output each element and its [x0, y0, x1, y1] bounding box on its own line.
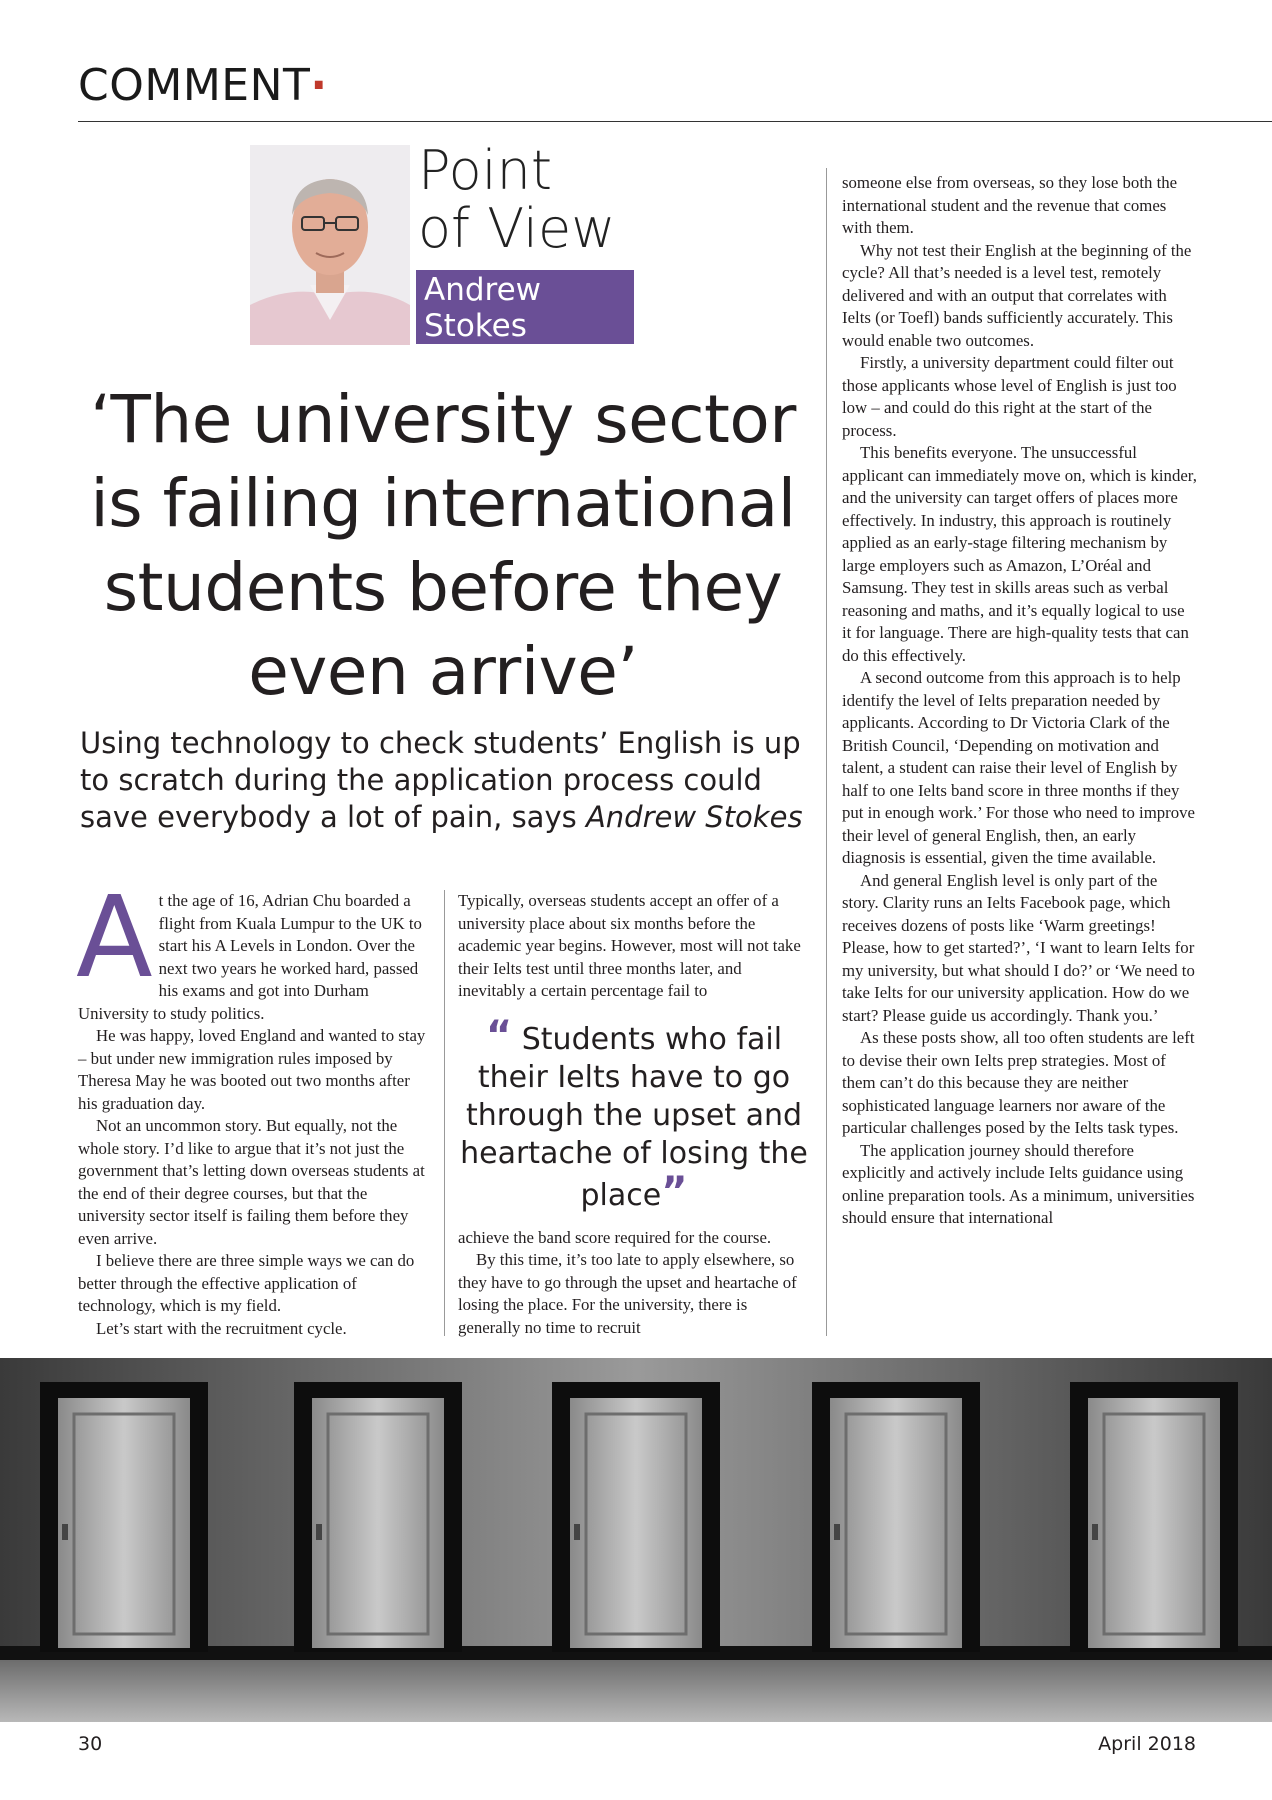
body-paragraph: Let’s start with the recruitment cycle. — [96, 1318, 347, 1338]
body-paragraph: Firstly, a university department could filter out those applicants whose level of English is just too low – and could do this right at the start of the process. — [842, 353, 1177, 440]
paragraph-text: t the age of 16, Adrian Chu boarded a flight from Kuala Lumpur to the UK to start his A Levels in London. Over the next two years he worked hard, passed his exams and got into Durham University to study politics. — [78, 891, 422, 1023]
column-heading-line2: of View — [418, 197, 616, 260]
body-paragraph — [76, 873, 430, 1025]
section-label: COMMENT — [78, 60, 311, 111]
column-divider — [444, 890, 445, 1336]
column-heading — [418, 139, 616, 260]
close-quote-icon: ” — [661, 1168, 688, 1215]
body-paragraph: Typically, overseas students accept an offer of a university place about six months before the academic year begins. However, most will not take their Ielts test until three months later, and inevitably a certain percentage fail to — [458, 891, 801, 1000]
body-paragraph: The application journey should therefore explicitly and actively include Ielts guidance using online preparation tools. As a minimum, universities should ensure that international — [842, 1140, 1195, 1227]
pull-quote-text: Students who fail their Ielts have to go through the upset and heartache of losing the place — [460, 1021, 808, 1213]
body-paragraph: This benefits everyone. The unsuccessful applicant can immediately move on, which is kinder, and the university can target offers of places more effectively. In industry, this approach is routinely applied as an early-stage filtering mechanism by large employers such as Amazon, L’Oréal and Samsung. They test in skills areas such as verbal reasoning and maths, and it’s equally logical to use it for language. There are high-quality tests that can do this effectively. — [842, 443, 1197, 665]
body-paragraph: As these posts show, all too often students are left to devise their own Ielts prep strategies. Most of them can’t do this because they are neither sophisticated language learners nor aware of the particular challenges posed by the Ielts task types. — [842, 1028, 1195, 1137]
author-name-tag — [416, 270, 634, 344]
pull-quote — [458, 1012, 810, 1215]
body-paragraph: By this time, it’s too late to apply elsewhere, so they have to go through the upset and heartache of losing the place. For the university, there is generally no time to recruit — [458, 1250, 797, 1337]
door-graphic — [812, 1382, 980, 1652]
door-graphic — [1070, 1382, 1238, 1652]
body-paragraph: achieve the band score required for the course. — [458, 1227, 772, 1247]
author-first-name: Andrew — [424, 272, 542, 308]
body-paragraph: A second outcome from this approach is to help identify the level of Ielts preparation needed by applicants. According to Dr Victoria Clark of the British Council, ‘Depending on motivation and talent, a student can raise their level of English by half to one Ielts band score in three months if they put in enough work.’ For those who need to improve their level of general English, then, an early diagnosis is essential, given the time available. — [842, 668, 1195, 867]
body-paragraph: Why not test their English at the beginning of the cycle? All that’s needed is a level test, remotely delivered and with an output that correlates with Ielts (or Toefl) bands sufficiently accurately. This would enable two outcomes. — [842, 240, 1192, 350]
body-paragraph: I believe there are three simple ways we can do better through the effective application of technology, which is my field. — [78, 1251, 415, 1315]
column-heading-line1: Point — [418, 139, 553, 202]
door-graphic — [294, 1382, 462, 1652]
body-paragraph: He was happy, loved England and wanted to stay – but under new immigration rules imposed by Theresa May he was booted out two months after his graduation day. — [78, 1026, 426, 1113]
author-photo — [250, 145, 410, 345]
issue-date: April 2018 — [1098, 1733, 1196, 1755]
author-last-name: Stokes — [424, 308, 527, 344]
column-divider — [826, 168, 827, 1336]
author-portrait — [250, 145, 410, 345]
body-paragraph: Not an uncommon story. But equally, not the whole story. I’d like to argue that it’s not just the government that’s letting down overseas students at the end of their degree courses, but that the university sector itself is failing them before they even arrive. — [78, 1116, 425, 1248]
headline: ‘The university sector is failing international students before they even arrive’ — [90, 381, 796, 710]
section-dot: · — [310, 60, 328, 111]
doors-photo — [0, 1358, 1272, 1722]
body-column-1 — [76, 873, 430, 1340]
drop-cap: A — [76, 873, 153, 1003]
door-graphic — [40, 1382, 208, 1652]
body-paragraph: someone else from overseas, so they lose both the international student and the revenue that comes with them. — [842, 173, 1178, 237]
body-paragraph: And general English level is only part of the story. Clarity runs an Ielts Facebook page, which receives dozens of posts like ‘Warm greetings! Please, how to get started?’, ‘I want to learn Ielts for my university, but what should I do?’ or ‘We need to take Ielts for our university application. How do we start? Please guide us accordingly. Thank you.’ — [842, 870, 1195, 1025]
standfirst-byline: Andrew Stokes — [585, 800, 803, 834]
body-column-2 — [458, 890, 810, 1339]
section-heading — [78, 60, 328, 111]
page-number: 30 — [78, 1733, 103, 1755]
body-column-3 — [842, 172, 1198, 1230]
header-rule — [78, 121, 1272, 122]
door-graphic — [552, 1382, 720, 1652]
standfirst-text: Using technology to check students’ English is up to scratch during the application process could save everybody a lot of pain, says — [80, 726, 801, 834]
open-quote-icon: “ — [485, 1012, 513, 1059]
standfirst — [80, 725, 810, 836]
